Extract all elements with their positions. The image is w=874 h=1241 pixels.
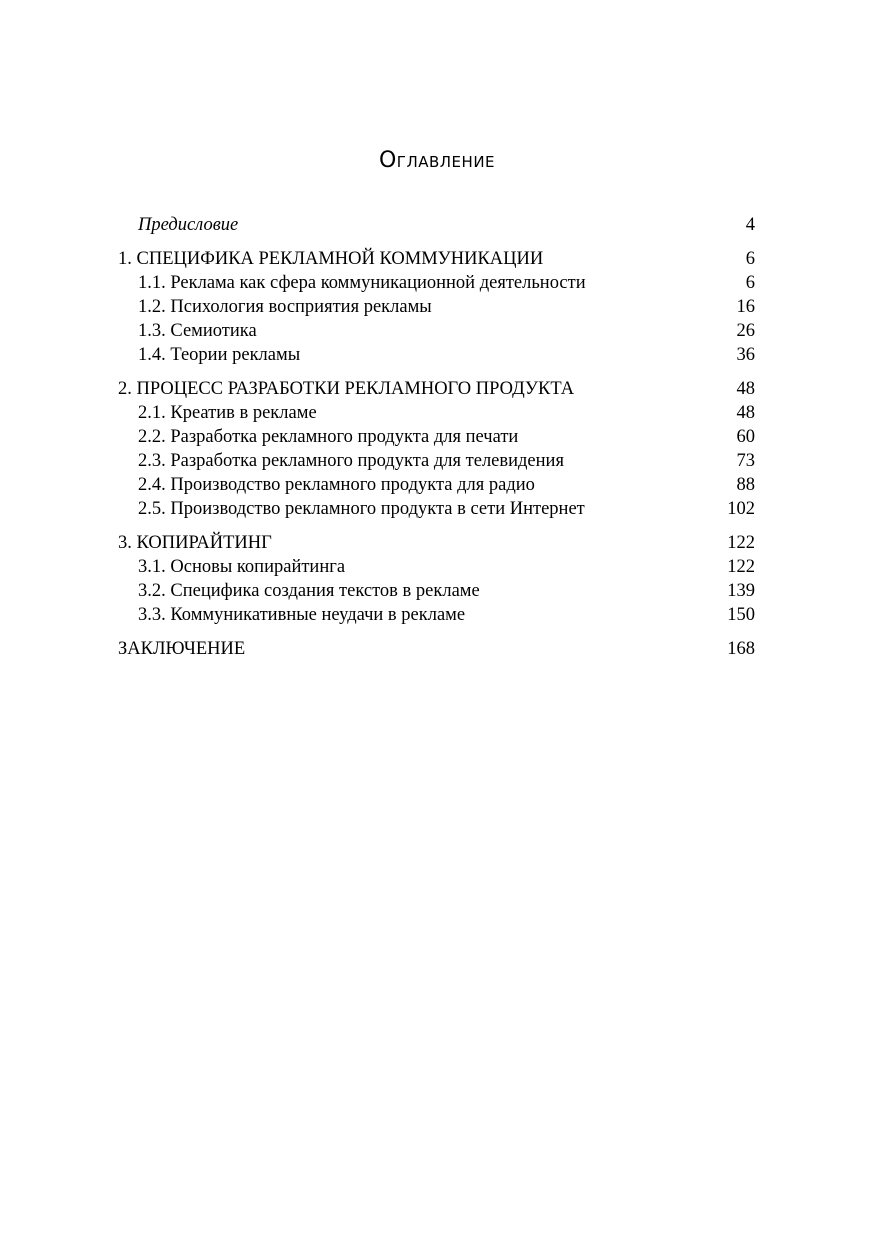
- toc-entry-label: 2.1. Креатив в рекламе: [138, 403, 317, 423]
- toc-entry-preface[interactable]: [118, 213, 755, 237]
- toc-entry-page: 102: [727, 499, 755, 519]
- toc-entry-label: 3.3. Коммуникативные неудачи в рекламе: [138, 605, 466, 625]
- toc-entry-subsection[interactable]: [118, 425, 755, 449]
- toc-entry-page: 4: [745, 215, 755, 235]
- toc-entry-page: 6: [745, 273, 755, 293]
- toc-entry-page: 122: [727, 533, 755, 553]
- toc-section-chapter-3: [118, 531, 755, 627]
- toc-entry-page: 139: [727, 581, 755, 601]
- toc-entry-page: 6: [745, 249, 755, 269]
- toc-entry-page: 150: [727, 605, 755, 625]
- toc-entry-page: 88: [736, 475, 755, 495]
- toc-entry-subsection[interactable]: [118, 555, 755, 579]
- toc-entry-page: 168: [727, 639, 755, 659]
- toc-entry-label: 2.5. Производство рекламного продукта в сети Интернет: [138, 499, 585, 519]
- toc-entry-page: 60: [736, 427, 755, 447]
- toc-entry-chapter[interactable]: [118, 531, 755, 555]
- toc-entry-label: 1.2. Психология восприятия рекламы: [138, 297, 432, 317]
- toc-entry-label: 2.2. Разработка рекламного продукта для печати: [138, 427, 519, 447]
- toc-entry-subsection[interactable]: [118, 295, 755, 319]
- toc-entry-page: 48: [736, 379, 755, 399]
- toc-section-preface: [118, 213, 755, 237]
- toc-entry-label: 1. СПЕЦИФИКА РЕКЛАМНОЙ КОММУНИКАЦИИ: [118, 249, 544, 269]
- toc-entry-subsection[interactable]: [118, 271, 755, 295]
- toc-entry-label: 3.2. Специфика создания текстов в рекламе: [138, 581, 480, 601]
- toc-entry-chapter[interactable]: [118, 247, 755, 271]
- toc-entry-label: 1.3. Семиотика: [138, 321, 257, 341]
- toc-entry-subsection[interactable]: [118, 449, 755, 473]
- toc-entry-label: 2.3. Разработка рекламного продукта для телевидения: [138, 451, 564, 471]
- toc-entry-page: 73: [736, 451, 755, 471]
- toc-entry-conclusion[interactable]: [118, 637, 755, 661]
- toc-entry-page: 26: [736, 321, 755, 341]
- toc-entry-label: 1.1. Реклама как сфера коммуникационной деятельности: [138, 273, 586, 293]
- toc-entry-subsection[interactable]: [118, 319, 755, 343]
- toc-entry-subsection[interactable]: [118, 603, 755, 627]
- toc-entry-label: Предисловие: [138, 215, 239, 235]
- toc-entry-subsection[interactable]: [118, 497, 755, 521]
- toc-entry-label: 3.1. Основы копирайтинга: [138, 557, 346, 577]
- toc-entry-label: 1.4. Теории рекламы: [138, 345, 301, 365]
- toc-entry-page: 122: [727, 557, 755, 577]
- toc-entry-subsection[interactable]: [118, 343, 755, 367]
- toc-section-conclusion: [118, 637, 755, 661]
- toc-entry-subsection[interactable]: [118, 579, 755, 603]
- toc-entry-label: 3. КОПИРАЙТИНГ: [118, 533, 272, 553]
- toc-section-chapter-1: [118, 247, 755, 367]
- table-of-contents: [118, 213, 755, 671]
- toc-section-chapter-2: [118, 377, 755, 521]
- toc-entry-label: 2.4. Производство рекламного продукта для радио: [138, 475, 535, 495]
- toc-entry-page: 36: [736, 345, 755, 365]
- toc-entry-subsection[interactable]: [118, 401, 755, 425]
- toc-entry-page: 48: [736, 403, 755, 423]
- toc-entry-label: 2. ПРОЦЕСС РАЗРАБОТКИ РЕКЛАМНОГО ПРОДУКТА: [118, 379, 575, 399]
- toc-entry-page: 16: [736, 297, 755, 317]
- toc-entry-subsection[interactable]: [118, 473, 755, 497]
- toc-entry-chapter[interactable]: [118, 377, 755, 401]
- page-title: Оглавление: [378, 148, 496, 173]
- toc-entry-label: ЗАКЛЮЧЕНИЕ: [118, 639, 246, 659]
